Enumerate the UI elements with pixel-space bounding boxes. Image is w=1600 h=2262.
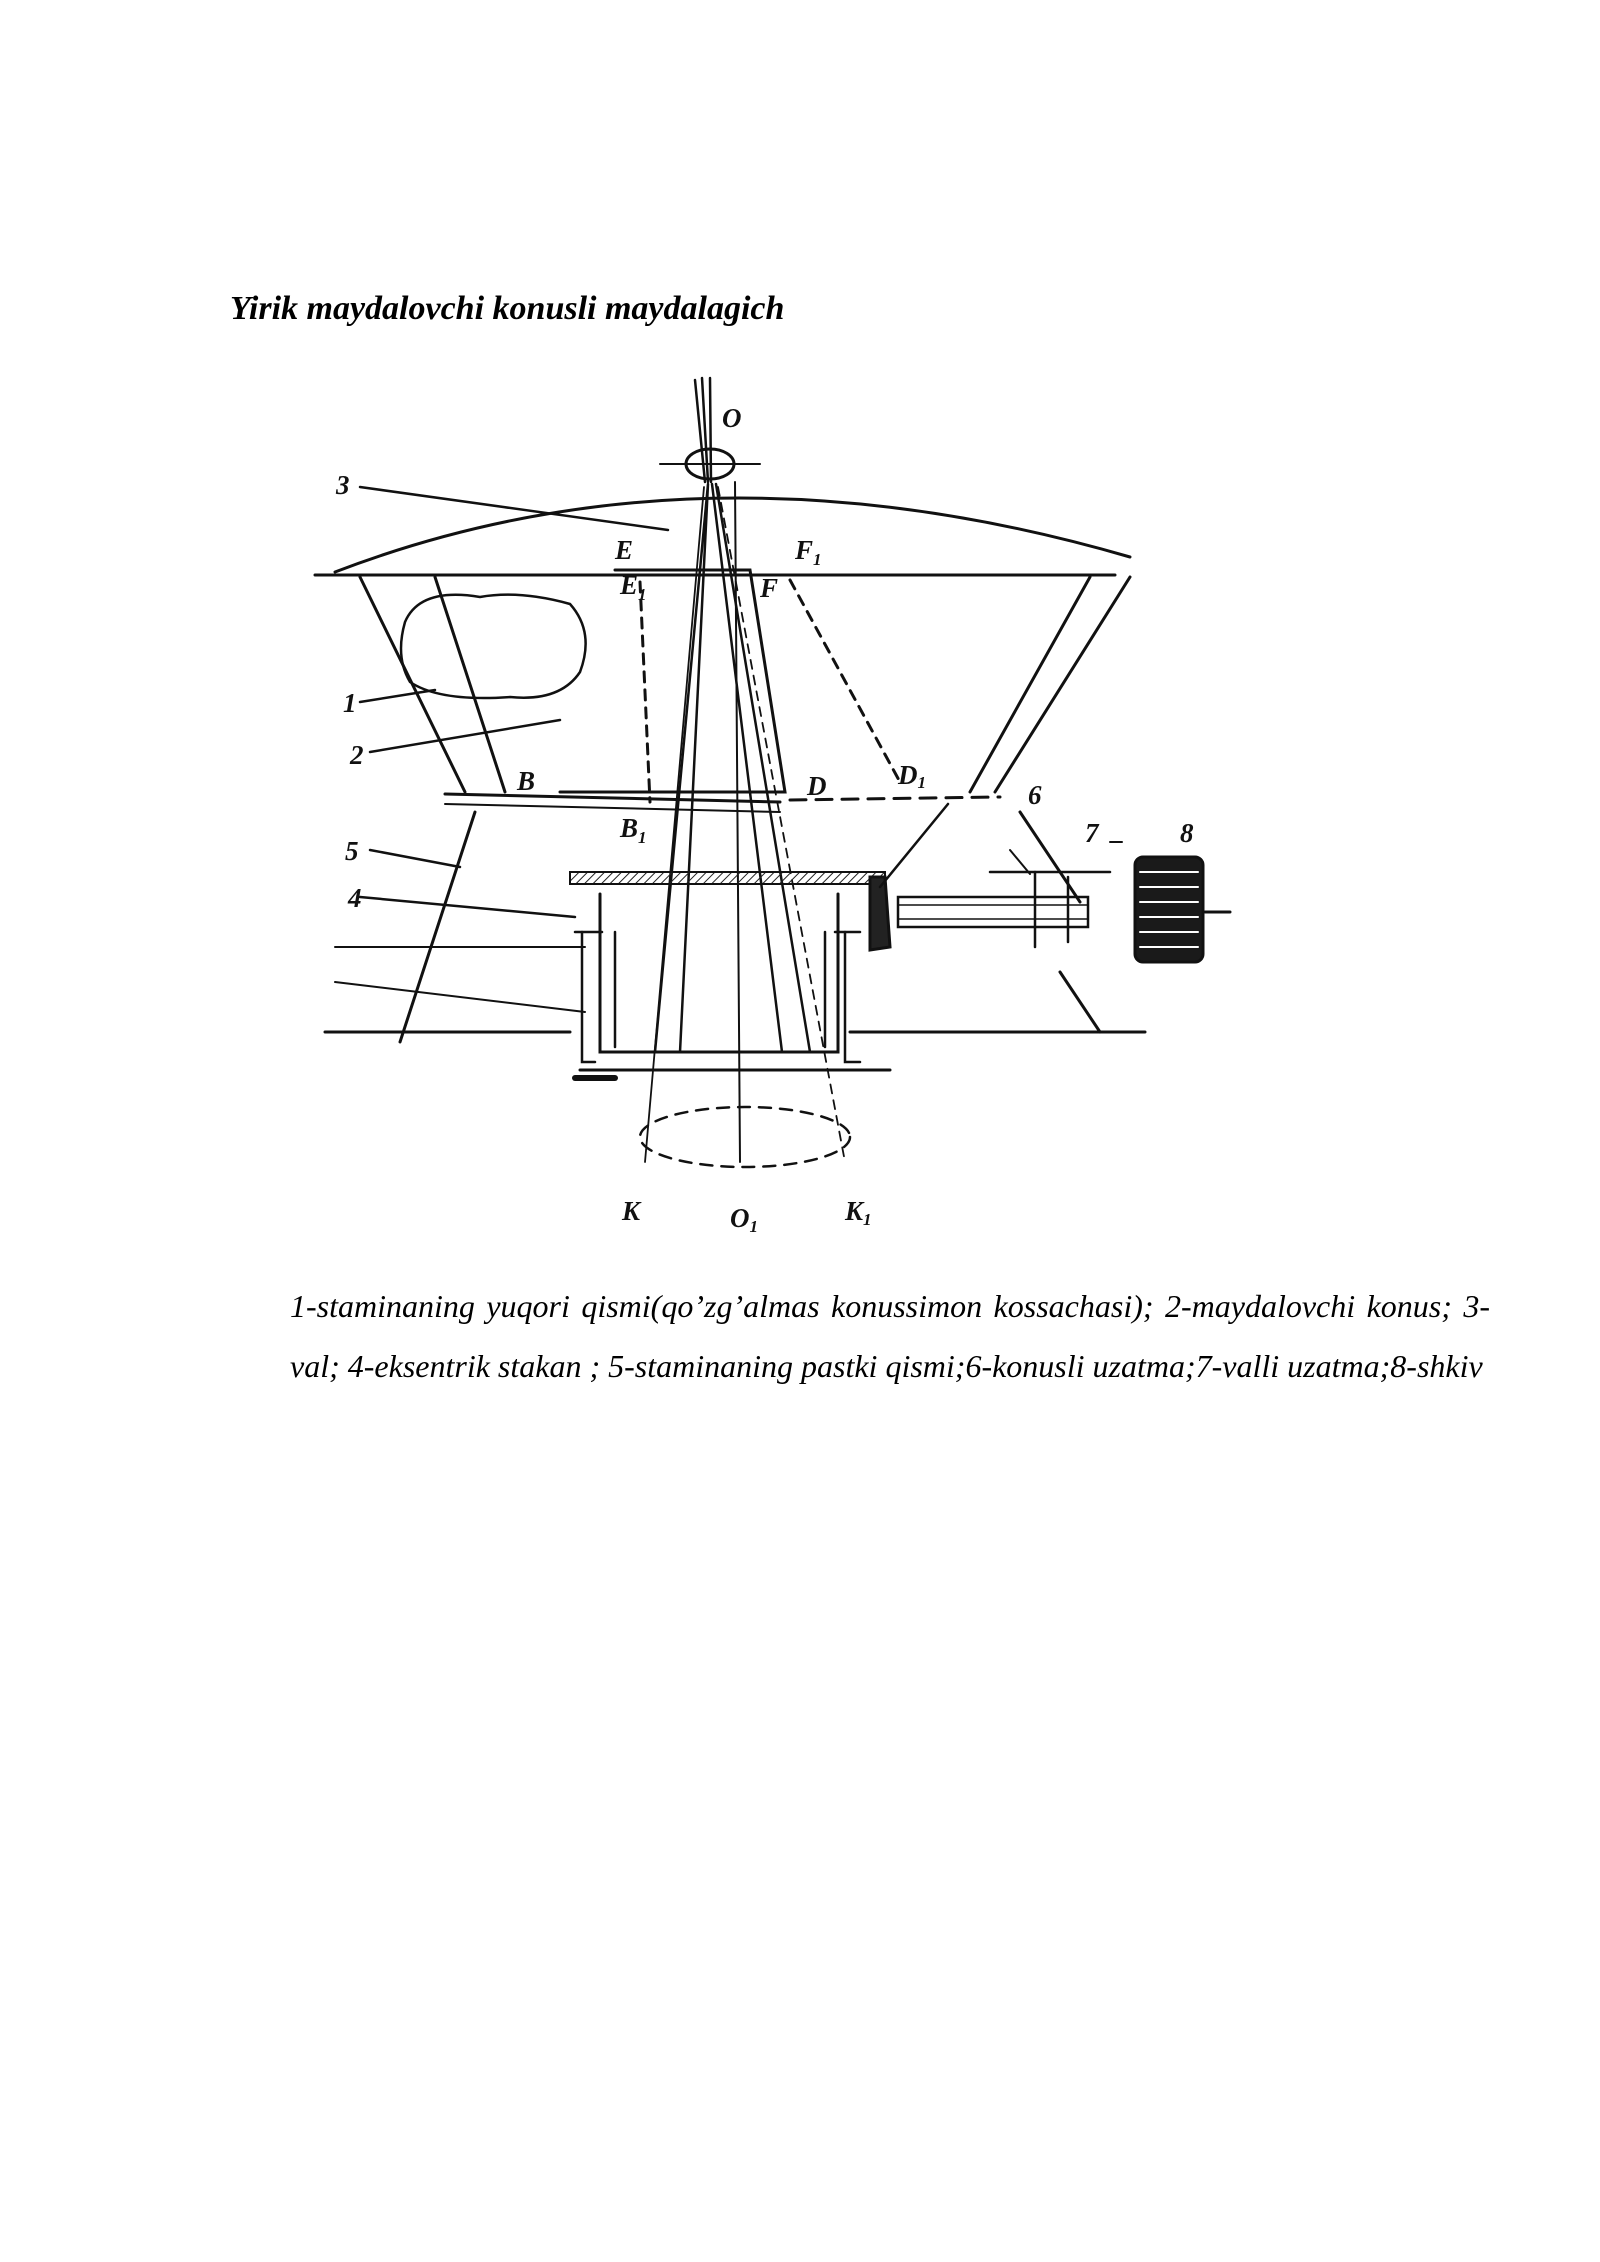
label-b1: $B_1$ (620, 813, 647, 847)
label-k: K (622, 1196, 641, 1226)
eccentric-sleeve (600, 894, 838, 1052)
label-3: 3 (336, 470, 350, 500)
crusher-diagram (230, 372, 1260, 1262)
rock-chunk (401, 595, 586, 698)
label-7: 7 (1085, 818, 1099, 848)
label-6: 6 (1028, 780, 1042, 810)
label-o1: O1 (730, 1203, 758, 1236)
lower-frame-right (1060, 972, 1100, 1032)
bowl-left-wall (360, 577, 505, 792)
label-b: B (517, 766, 536, 796)
bowl-right-wall (970, 577, 1130, 792)
top-arch (335, 498, 1130, 572)
label-k1: K1 (845, 1196, 872, 1229)
bd-line (445, 794, 780, 802)
label-e1: $E_1$ (620, 570, 647, 604)
label-4: 4 (348, 883, 362, 913)
label-f1: $F_1$ (795, 535, 822, 569)
label-d: D (807, 771, 827, 801)
label-d1: D1 (898, 760, 926, 792)
label-2: 2 (350, 740, 364, 770)
figure-caption: 1-staminaning yuqori qismi(qo’zg’almas konussimon kossachasi); 2-maydalovchi konus; 3-val; 4-eksentrik stakan ; 5-staminaning pastki qismi;6-konusli uzatma;7-valli uzatma;8-shkiv (290, 1288, 1490, 1384)
gear-plate (570, 872, 885, 884)
label-f: F (760, 573, 779, 603)
axis-k (645, 487, 704, 1162)
page-title: Yirik maydalovchi konusli maydalagich (230, 290, 785, 327)
label-8: 8 (1180, 818, 1194, 848)
crusher-drawing (230, 372, 1260, 1262)
drive-shaft (898, 897, 1088, 927)
label-5: 5 (345, 836, 359, 866)
path-ellipse (640, 1107, 850, 1167)
suspension-rods (695, 378, 711, 482)
label-1: 1 (343, 688, 357, 718)
crushing-cone (560, 570, 785, 792)
label-o: O (722, 403, 742, 433)
axis-o1 (735, 482, 740, 1162)
label-e: E (615, 535, 634, 565)
